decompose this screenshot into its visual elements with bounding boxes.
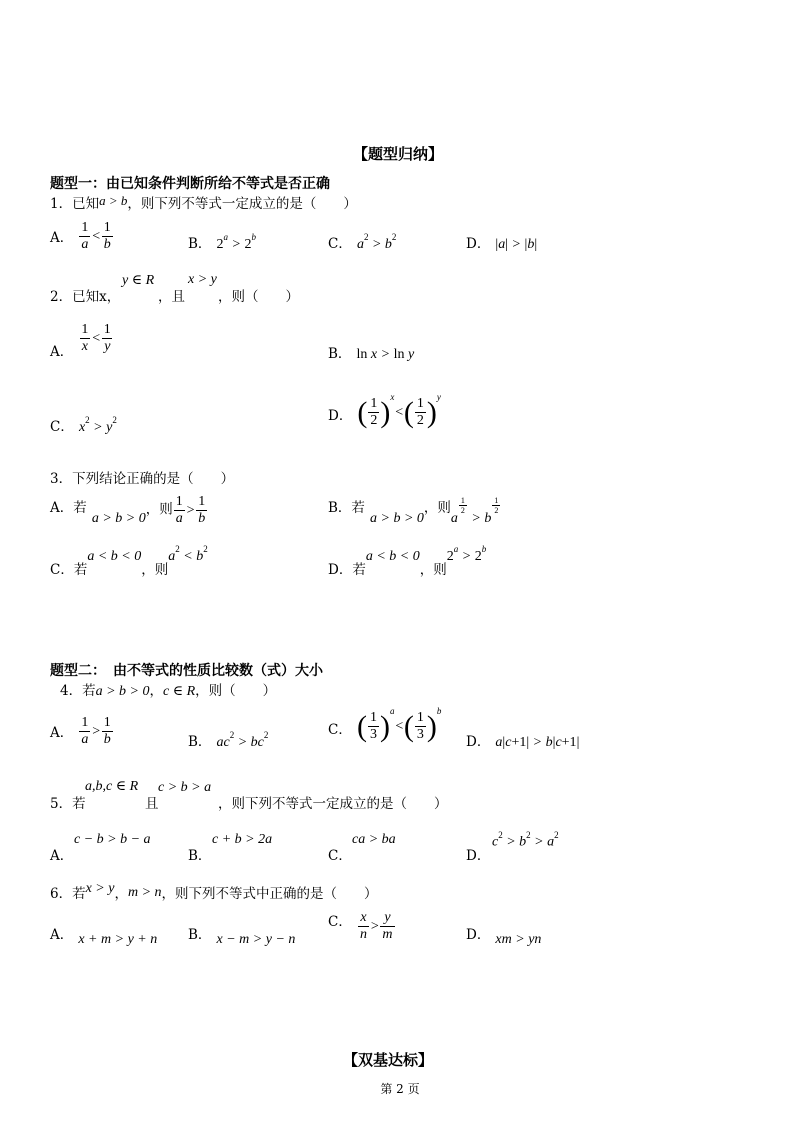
option-label: C．: [328, 913, 352, 930]
q1-prefix: 1．已知: [50, 196, 100, 212]
option-math: ln x > ln y: [356, 347, 415, 362]
option-condition: a > b > 0: [91, 510, 146, 526]
q5-option-d[interactable]: [466, 832, 626, 862]
question-1: [50, 192, 357, 212]
type1-title: 题型一：由已知条件判断所给不等式是否正确: [50, 176, 330, 192]
option-then: ，则: [145, 501, 173, 518]
option-label: A．: [50, 343, 74, 360]
q2-option-b[interactable]: [328, 342, 414, 363]
q5-prefix: 5．若: [50, 796, 86, 812]
q6-condition-2: m > n: [127, 885, 162, 900]
option-math: $\frac{1}{x}$ < $\frac{1}{y}$: [81, 322, 111, 354]
question-6: [50, 880, 378, 901]
option-pre: 若: [73, 562, 88, 578]
q4-condition-2: c ∈ R: [163, 684, 196, 699]
page-footer: 第 2 页: [380, 1082, 420, 1096]
option-label: A．: [50, 848, 74, 864]
q1-suffix: ，则下列不等式一定成立的是（ ）: [127, 196, 357, 212]
q5-option-c[interactable]: [328, 832, 468, 862]
option-condition: a > b > 0: [370, 511, 424, 526]
section2-title: 【双基达标】: [343, 1051, 434, 1069]
question-5: [50, 778, 470, 812]
q1-option-a[interactable]: [50, 220, 114, 253]
q2-suffix: ，则（ ）: [218, 289, 299, 305]
option-math: ( $\frac{1}{2}$ )$^x$<( $\frac{1}{2}$ )$^y$: [357, 392, 441, 429]
q4-option-b[interactable]: [188, 730, 268, 751]
q6-option-a[interactable]: [50, 925, 157, 946]
option-label: D．: [466, 848, 491, 864]
option-pre: 若: [351, 500, 365, 516]
option-math: ca > ba: [352, 832, 396, 847]
option-math: xm > yn: [495, 932, 542, 947]
option-label: B．: [188, 927, 212, 943]
q1-option-b[interactable]: [188, 232, 256, 253]
q4-condition-1: a > b > 0: [95, 684, 150, 699]
question-3: 3．下列结论正确的是（ ）: [50, 471, 235, 487]
option-math: a $\frac{1}{2}$ > b $\frac{1}{2}$: [450, 496, 499, 526]
q2-condition-1: y ∈ R: [122, 273, 155, 288]
q2-prefix: 2．已知x，: [50, 289, 121, 305]
option-math: $ac^2 > bc^2$: [216, 730, 269, 750]
q4-option-c[interactable]: [328, 706, 442, 743]
option-math: $\frac{1}{a}$ > $\frac{1}{b}$: [175, 494, 206, 526]
q2-option-c[interactable]: [50, 415, 117, 436]
q1-option-c[interactable]: [328, 232, 396, 253]
q2-mid: ，且: [158, 289, 185, 305]
option-math: $\frac{1}{a}$ > $\frac{1}{b}$: [81, 715, 111, 747]
option-label: D．: [328, 562, 353, 578]
option-label: A．: [50, 229, 74, 246]
q3-option-d[interactable]: [328, 544, 487, 578]
option-label: A．: [50, 724, 74, 741]
question-4: [60, 679, 276, 700]
option-math: c + b > 2a: [212, 832, 273, 847]
option-label: D．: [328, 407, 353, 424]
option-math: c − b > b − a: [74, 832, 151, 847]
option-label: D．: [466, 236, 491, 252]
option-label: A．: [50, 927, 74, 943]
question-2: [50, 270, 370, 304]
q4-suffix: ，则（ ）: [195, 683, 277, 699]
option-condition: a < b < 0: [87, 549, 142, 564]
q5-suffix: ，则下列不等式一定成立的是（ ）: [218, 796, 448, 812]
q5-condition-1: a,b,c ∈ R: [85, 779, 139, 794]
q5-option-a[interactable]: [50, 832, 190, 862]
option-label: C．: [328, 848, 352, 864]
q3-option-c[interactable]: [50, 544, 208, 578]
option-label: C．: [328, 721, 352, 738]
option-condition: a < b < 0: [365, 549, 420, 564]
q2-option-d[interactable]: [328, 392, 441, 429]
option-then: ，则: [423, 500, 451, 516]
option-label: D．: [466, 927, 491, 943]
q1-condition: a > b: [99, 193, 128, 208]
option-label: B．: [188, 848, 212, 864]
q4-option-a[interactable]: [50, 715, 114, 748]
q3-option-b[interactable]: [328, 496, 501, 526]
q4-option-d[interactable]: [466, 730, 579, 751]
q4-prefix: 4．若: [60, 683, 96, 699]
q2-option-a[interactable]: [50, 322, 114, 360]
option-label: C．: [50, 419, 74, 435]
q3-option-a[interactable]: [50, 494, 208, 527]
option-math: x − m > y − n: [216, 932, 296, 947]
option-math: $a^2 > b^2$: [356, 232, 397, 252]
q6-option-c[interactable]: [328, 910, 396, 943]
option-math: x + m > y + n: [78, 932, 158, 947]
option-then: ，则: [419, 562, 447, 578]
option-label: D．: [466, 734, 491, 750]
q6-option-d[interactable]: [466, 925, 541, 946]
option-math: $2^a > 2^b$: [446, 544, 487, 564]
q5-condition-2: c > b > a: [158, 780, 212, 795]
q5-option-b[interactable]: [188, 832, 328, 862]
option-then: ，则: [141, 562, 169, 578]
option-label: B．: [328, 346, 352, 362]
option-pre: 若: [352, 562, 366, 578]
option-math: $c^2 > b^2 > a^2$: [492, 830, 559, 850]
q6-suffix: ，则下列不等式中正确的是（ ）: [161, 886, 378, 902]
q6-comma: ，: [114, 886, 128, 902]
q5-mid: 且: [145, 796, 159, 812]
option-label: A．: [50, 499, 74, 516]
option-label: B．: [188, 734, 212, 750]
option-pre: 若: [73, 499, 87, 516]
option-math: $a^2 < b^2$: [168, 544, 208, 564]
q4-comma: ，: [149, 683, 163, 699]
type2-title: 题型二： 由不等式的性质比较数（式）大小: [50, 663, 323, 679]
option-label: B．: [328, 500, 352, 516]
option-math: $\frac{1}{a}$ < $\frac{1}{b}$: [81, 220, 111, 252]
option-math: $x^2 > y^2$: [78, 415, 117, 435]
q1-option-d[interactable]: [466, 232, 537, 253]
section-title: 【题型归纳】: [353, 145, 444, 163]
option-math: |a| > |b|: [495, 237, 538, 252]
q6-option-b[interactable]: [188, 925, 295, 946]
q2-condition-2: x > y: [188, 272, 217, 287]
option-math: a|c+1| > b|c+1|: [495, 735, 580, 750]
option-math: $\frac{x}{n}$ > $\frac{y}{m}$: [359, 910, 393, 942]
q6-condition-1: x > y: [85, 881, 115, 896]
option-label: C．: [50, 562, 74, 578]
option-label: C．: [328, 236, 352, 252]
option-label: B．: [188, 236, 212, 252]
q6-prefix: 6．若: [50, 886, 86, 902]
option-math: ( $\frac{1}{3}$ )$^a$<( $\frac{1}{3}$ )$^b$: [356, 706, 442, 743]
option-math: $2^a > 2^b$: [216, 232, 256, 252]
